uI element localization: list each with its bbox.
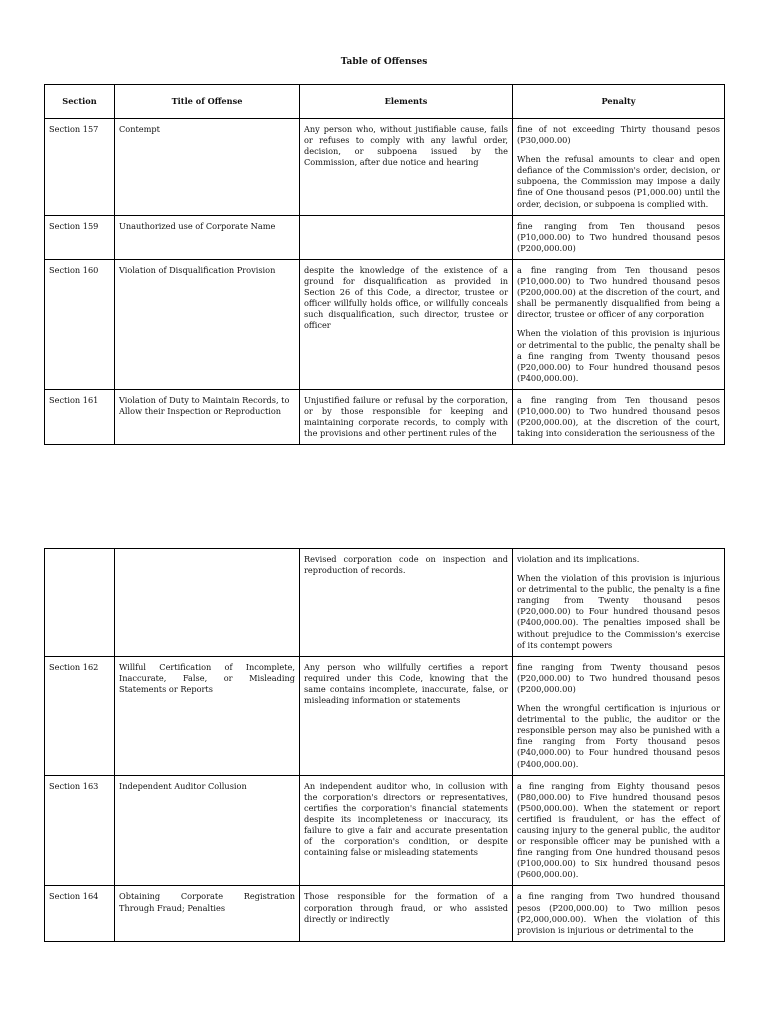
penalty-paragraph: a fine ranging from Ten thousand pesos (P10,000.00) to Two hundred thousand pesos (P200,000.00) at the discretion of the court, and shall be permanently disqualified from being a director, trustee or officer of any corporation [517,264,720,320]
penalty-paragraph: fine ranging from Twenty thousand pesos (P20,000.00) to Two hundred thousand pesos (P200,000.00) [517,661,720,694]
penalty-paragraph: a fine ranging from Two hundred thousand pesos (P200,000.00) to Two million pesos (P2,000,000.00). When the violation of this provision is injurious or detrimental to the [517,891,720,935]
cell-elements: Any person who willfully certifies a report required under this Code, knowing that the same contains incomplete, inaccurate, false, or misleading information or statements [300,656,513,775]
cell-elements: An independent auditor who, in collusion with the corporation's directors or representatives, certifies the corporation's financial statements despite its incompleteness or inaccuracy, its failure to give a fair and accurate presentation of the corporation's condition, or despite containing false or misleading statements [300,775,513,886]
cell-title: Obtaining Corporate Registration Through Fraud; Penalties [115,886,300,941]
offenses-table-page-1 [44,84,725,445]
cell-section: Section 160 [45,259,115,389]
cell-title: Contempt [115,119,300,216]
header-penalty: Penalty [513,85,725,119]
table-row [45,389,725,444]
penalty-paragraph: When the wrongful certification is injurious or detrimental to the public, the auditor or the responsible person may also be punished with a fine ranging from Forty thousand pesos (P40,000.00) to Four hundred thousand pesos (P400,000.00). [517,703,720,769]
table-row [45,775,725,886]
cell-penalty [513,215,725,259]
penalty-paragraph: violation and its implications. [517,554,640,564]
document-title: Table of Offenses [340,57,428,67]
table-row [45,215,725,259]
cell-section: Section 159 [45,215,115,259]
table-header-row [45,85,725,119]
cell-section [45,549,115,657]
table-row [45,656,725,775]
cell-elements: Any person who, without justifiable cause, fails or refuses to comply with any lawful order, decision, or subpoena issued by the Commission, after due notice and hearing [300,119,513,216]
cell-title: Violation of Disqualification Provision [115,259,300,389]
cell-section: Section 161 [45,389,115,444]
penalty-paragraph: When the violation of this provision is injurious or detrimental to the public, the penalty is a fine ranging from Twenty thousand pesos (P20,000.00) to Four hundred thousand pesos (P400,000.00). The penalties imposed shall be without prejudice to the Commission's exercise of its contempt powers [517,573,720,650]
penalty-paragraph: When the violation of this provision is injurious or detrimental to the public, the penalty shall be a fine ranging from Twenty thousand pesos (P20,000.00) to Four hundred thousand pesos (P400,000.00). [517,328,720,383]
cell-section: Section 157 [45,119,115,216]
offenses-table-page-2 [44,548,725,942]
header-elements: Elements [300,85,513,119]
table-row [45,119,725,216]
cell-penalty [513,119,725,216]
cell-penalty [513,886,725,941]
cell-penalty [513,549,725,657]
cell-title: Willful Certification of Incomplete, Inaccurate, False, or Misleading Statements or Reports [115,656,300,775]
cell-elements: Unjustified failure or refusal by the corporation, or by those responsible for keeping and maintaining corporate records, to comply with the provisions and other pertinent rules of the [300,389,513,444]
cell-title [115,549,300,657]
cell-penalty [513,389,725,444]
cell-elements: Those responsible for the formation of a corporation through fraud, or who assisted directly or indirectly [300,886,513,941]
cell-title: Violation of Duty to Maintain Records, to Allow their Inspection or Reproduction [115,389,300,444]
cell-elements: Revised corporation code on inspection and reproduction of records. [300,549,513,657]
penalty-paragraph: a fine ranging from Ten thousand pesos (P10,000.00) to Two hundred thousand pesos (P200,000.00), at the discretion of the court, taking into consideration the seriousness of the [517,394,720,439]
table-row [45,886,725,941]
cell-section: Section 164 [45,886,115,941]
penalty-paragraph: a fine ranging from Eighty thousand pesos (P80,000.00) to Five hundred thousand pesos (P500,000.00). When the statement or report certified is fraudulent, or has the effect of causing injury to the general public, the auditor or responsible officer may be punished with a fine ranging from One hundred thousand pesos (P100,000.00) to Six hundred thousand pesos (P600,000.00). [517,780,720,880]
cell-elements [300,215,513,259]
cell-penalty [513,775,725,886]
cell-section: Section 162 [45,656,115,775]
penalty-paragraph: fine ranging from Ten thousand pesos (P10,000.00) to Two hundred thousand pesos (P200,000.00) [517,220,720,253]
table-row [45,549,725,657]
cell-penalty [513,259,725,389]
cell-elements: despite the knowledge of the existence of a ground for disqualification as provided in Section 26 of this Code, a director, trustee or officer willfully holds office, or willfully conceals such disqualification, such director, trustee or officer [300,259,513,389]
penalty-paragraph: fine of not exceeding Thirty thousand pesos (P30,000.00) [517,124,720,146]
cell-section: Section 163 [45,775,115,886]
header-title-of-offense: Title of Offense [115,85,300,119]
penalty-paragraph: When the refusal amounts to clear and open defiance of the Commission's order, decision, or subpoena, the Commission may impose a daily fine of One thousand pesos (P1,000.00) until the order, decision, or subpoena is complied with. [517,154,720,209]
table-row [45,259,725,389]
cell-penalty [513,656,725,775]
cell-title: Independent Auditor Collusion [115,775,300,886]
header-section: Section [45,85,115,119]
cell-title: Unauthorized use of Corporate Name [115,215,300,259]
